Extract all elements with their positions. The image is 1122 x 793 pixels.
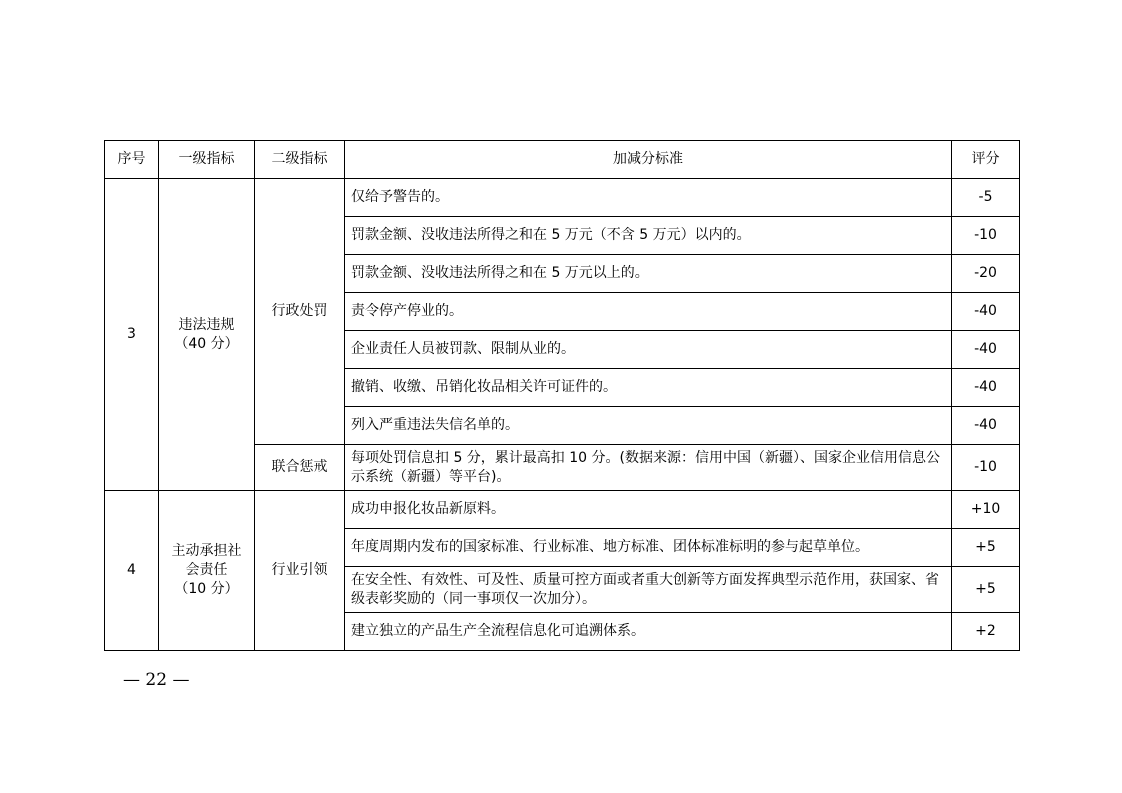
header-no: 序号: [105, 141, 159, 179]
standard-cell: 罚款金额、没收违法所得之和在 5 万元（不含 5 万元）以内的。: [345, 217, 952, 255]
score-cell: -40: [952, 293, 1020, 331]
score-cell: -10: [952, 445, 1020, 491]
standard-cell: 建立独立的产品生产全流程信息化可追溯体系。: [345, 613, 952, 651]
standard-cell: 列入严重违法失信名单的。: [345, 407, 952, 445]
page-number: — 22 —: [123, 670, 190, 690]
standard-cell: 每项处罚信息扣 5 分，累计最高扣 10 分。(数据来源：信用中国（新疆）、国家企业信用信息公示系统（新疆）等平台)。: [345, 445, 952, 491]
group-no: 4: [105, 491, 159, 651]
standard-cell: 责令停产停业的。: [345, 293, 952, 331]
score-cell: -40: [952, 407, 1020, 445]
subgroup-level2: 联合惩戒: [255, 445, 345, 491]
standard-cell: 成功申报化妆品新原料。: [345, 491, 952, 529]
score-cell: -40: [952, 369, 1020, 407]
table-row: [105, 179, 1020, 217]
score-cell: -40: [952, 331, 1020, 369]
score-cell: -10: [952, 217, 1020, 255]
standard-cell: 仅给予警告的。: [345, 179, 952, 217]
score-cell: +2: [952, 613, 1020, 651]
standard-cell: 年度周期内发布的国家标准、行业标准、地方标准、团体标准标明的参与起草单位。: [345, 529, 952, 567]
header-score: 评分: [952, 141, 1020, 179]
level1-line: 主动承担社: [171, 543, 242, 559]
standard-cell: 撤销、收缴、吊销化妆品相关许可证件的。: [345, 369, 952, 407]
header-level1: 一级指标: [159, 141, 255, 179]
header-level2: 二级指标: [255, 141, 345, 179]
level1-line: （10 分）: [174, 581, 239, 597]
score-cell: -20: [952, 255, 1020, 293]
group-no: 3: [105, 179, 159, 491]
header-row: [105, 141, 1020, 179]
score-cell: +10: [952, 491, 1020, 529]
score-cell: +5: [952, 567, 1020, 613]
subgroup-level2: 行政处罚: [255, 179, 345, 445]
table-row: [105, 491, 1020, 529]
group-level1: [159, 179, 255, 491]
group-level1: [159, 491, 255, 651]
indicator-table: [104, 140, 1020, 651]
standard-cell: 企业责任人员被罚款、限制从业的。: [345, 331, 952, 369]
score-cell: +5: [952, 529, 1020, 567]
subgroup-level2: 行业引领: [255, 491, 345, 651]
score-cell: -5: [952, 179, 1020, 217]
level1-line: （40 分）: [174, 335, 239, 352]
level1-line: 会责任: [185, 562, 228, 578]
level1-line: 违法违规: [178, 316, 235, 333]
standard-cell: 在安全性、有效性、可及性、质量可控方面或者重大创新等方面发挥典型示范作用，获国家、省级表彰奖励的（同一事项仅一次加分）。: [345, 567, 952, 613]
header-standard: 加减分标准: [345, 141, 952, 179]
standard-cell: 罚款金额、没收违法所得之和在 5 万元以上的。: [345, 255, 952, 293]
